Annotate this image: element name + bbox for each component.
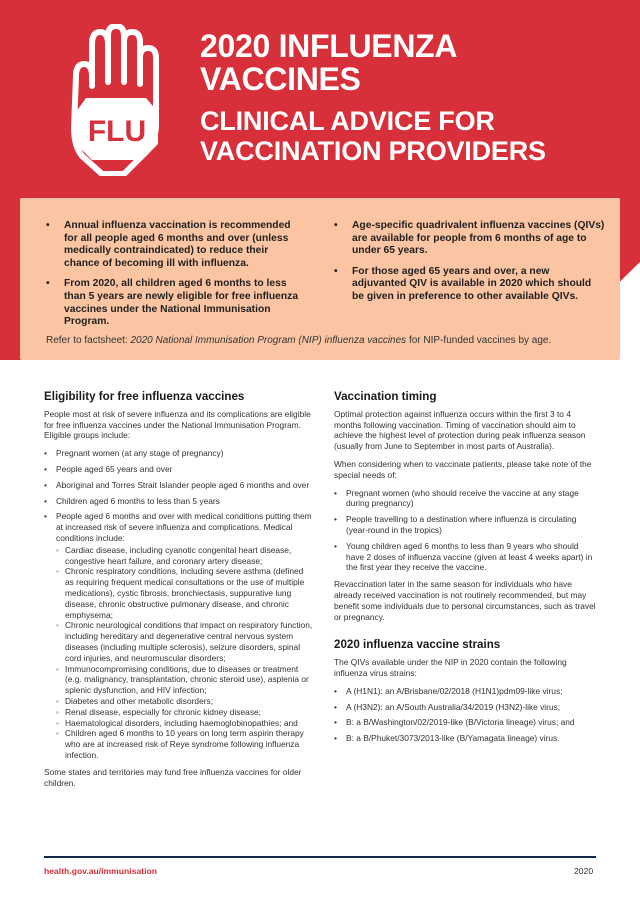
title-line-1: 2020 INFLUENZA (200, 28, 458, 64)
key-points-left (42, 220, 304, 337)
subtitle-line-2: VACCINATION PROVIDERS (200, 136, 546, 166)
strains-heading: 2020 influenza vaccine strains (334, 638, 501, 652)
strain-item: • A (H3N2): an A/South Australia/34/2019 (H3N2)-like virus; (334, 702, 596, 713)
timing-paragraph-1: Optimal protection against influenza occurs within the first 3 to 4 months following vaccination. Timing of vaccination should aim to achieve the highest level of protection during peak influenza season (usually from June to September in most parts of Australia). (334, 408, 586, 452)
eligibility-heading: Eligibility for free influenza vaccines (44, 390, 245, 403)
subtitle-line-1: CLINICAL ADVICE FOR (200, 106, 495, 136)
special-needs-list (334, 488, 596, 574)
condition-item: ◦ Cardiac disease, including cyanotic congenital heart disease, congestive heart failure, and coronary artery disease; (56, 545, 314, 567)
footer-year: 2020 (574, 866, 594, 876)
condition-item: ◦ Diabetes and other metabolic disorders; (56, 696, 314, 707)
reference-title: 2020 National Immunisation Program (NIP) influenza vaccines (130, 335, 407, 346)
list-item: • Young children aged 6 months to less than 9 years who should have 2 doses of influenza vaccine (given at least 4 weeks apart) in the first year they receive the vaccine. (334, 541, 596, 573)
footer-link[interactable]: health.gov.au/immunisation (44, 866, 158, 876)
key-points-panel (20, 198, 620, 360)
key-point: • From 2020, all children aged 6 months to less than 5 years are newly eligible for free influenza vaccines under the National Immunisation Program. (42, 278, 304, 328)
condition-item: ◦ Children aged 6 months to 10 years on long term aspirin therapy who are at increased risk of Reye syndrome following influenza infection. (56, 728, 314, 760)
page-title (200, 30, 457, 96)
strains-list (334, 686, 596, 744)
condition-item: ◦ Haematological disorders, including haemoglobinopathies; and (56, 718, 314, 729)
list-item-medical (44, 511, 314, 760)
list-item: • Pregnant women (at any stage of pregnancy) (44, 448, 314, 459)
logo-text: FLU (87, 115, 147, 148)
key-point: • Age-specific quadrivalent influenza vaccines (QIVs) are available for people from 6 months of age to under 65 years. (330, 220, 606, 258)
eligibility-column (44, 392, 314, 795)
key-point: • For those aged 65 years and over, a new adjuvanted QIV is available in 2020 which should be given in preference to other available QIVs. (330, 266, 606, 304)
condition-item: ◦ Chronic respiratory conditions, including severe asthma (defined as requiring frequent medical consultations or the use of multiple medications), cystic fibrosis, bronchiectasis, suppurative lung disease, chronic obstructive pulmonary disease, and chronic emphysema; (56, 566, 314, 620)
list-item: • Pregnant women (who should receive the vaccine at any stage during pregnancy) (334, 488, 596, 510)
list-item: • Children aged 6 months to less than 5 years (44, 496, 314, 507)
eligibility-intro: People most at risk of severe influenza and its complications are eligible for free influenza vaccines under the National Immunisation Program. Eligible groups include: (44, 408, 311, 441)
reference-prefix: Refer to factsheet: (46, 335, 131, 346)
reference-suffix: for NIP-funded vaccines by age. (406, 335, 552, 346)
title-line-2: VACCINES (200, 61, 361, 97)
timing-column (334, 392, 596, 750)
raised-hand-icon (62, 24, 172, 176)
footer-divider (44, 856, 596, 858)
conditions-list (56, 545, 314, 761)
condition-item: ◦ Immunocompromising conditions, due to diseases or treatment (e.g. malignancy, transplantation, chronic steroid use), asplenia or splenic dysfunction, and HIV infection; (56, 664, 314, 696)
list-item: • Aboriginal and Torres Strait Islander people aged 6 months and over (44, 480, 314, 491)
key-points-right (330, 220, 606, 312)
factsheet-reference (46, 335, 551, 346)
flu-hand-logo (62, 24, 172, 176)
eligible-groups-list (44, 448, 314, 761)
strain-item: • B: a B/Washington/02/2019-like (B/Victoria lineage) virus; and (334, 717, 596, 728)
timing-paragraph-2: When considering when to vaccinate patients, please take note of the special needs of: (334, 458, 592, 480)
condition-item: ◦ Renal disease, especially for chronic kidney disease; (56, 707, 314, 718)
condition-item: ◦ Chronic neurological conditions that impact on respiratory function, including hereditary and degenerative central nervous system diseases (including multiple sclerosis), seizure disorders, spinal cord injuries, and neuromuscular disorders; (56, 620, 314, 663)
key-point: • Annual influenza vaccination is recommended for all people aged 6 months and over (unless medically contraindicated) to reduce their chance of becoming ill with influenza. (42, 220, 304, 270)
strains-intro: The QIVs available under the NIP in 2020 contain the following influenza virus strains: (334, 657, 567, 678)
medical-intro: People aged 6 months and over with medical conditions putting them at increased risk of severe influenza and complications. Medical conditions include: (56, 511, 312, 543)
timing-heading: Vaccination timing (334, 390, 437, 403)
strain-item: • B: a B/Phuket/3073/2013-like (B/Yamagata lineage) virus. (334, 733, 596, 744)
list-item: • People travelling to a destination where influenza is circulating (year-round in the tropics) (334, 514, 596, 536)
eligibility-closing: Some states and territories may fund free influenza vaccines for older children. (44, 766, 302, 788)
strain-item: • A (H1N1): an A/Brisbane/02/2018 (H1N1)pdm09-like virus; (334, 686, 596, 697)
list-item: • People aged 65 years and over (44, 464, 314, 475)
page-subtitle (200, 106, 546, 166)
timing-paragraph-3: Revaccination later in the same season for individuals who have already received vaccination is not routinely recommended, but may benefit some individuals due to personal circumstances, such as travel or pregnancy. (334, 579, 596, 622)
